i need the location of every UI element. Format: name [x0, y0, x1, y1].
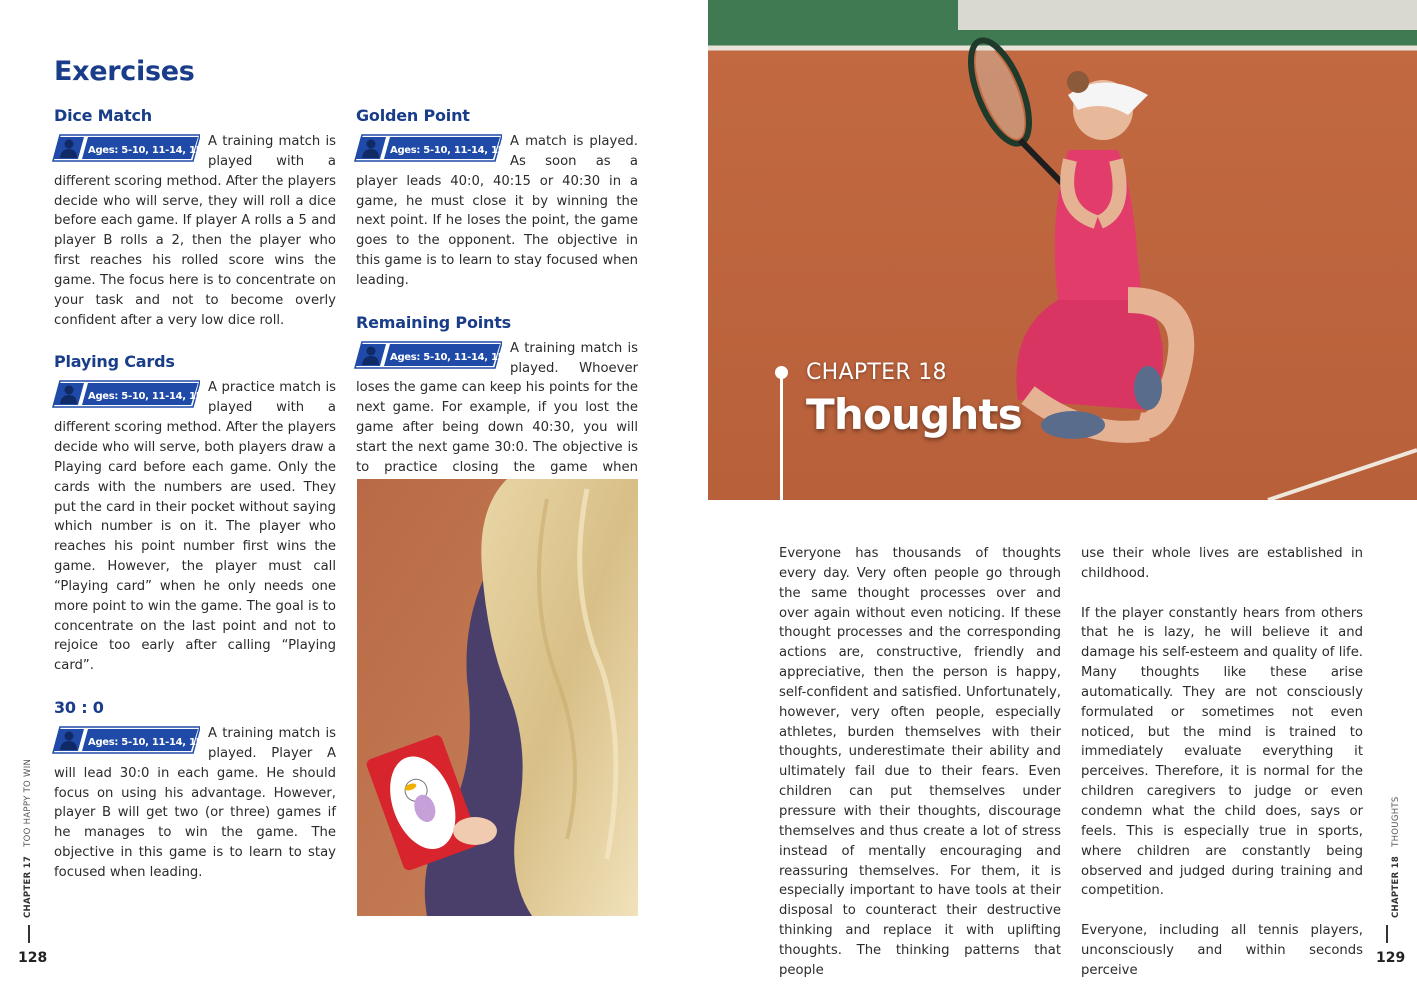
exercise-text: A training match is played. Player A will lead 30:0 in each game. He should focus on using his advantage. However, player B will get two (or three) games if he manages to win the game. The objective in this game is to learn to stay focused when leading. — [54, 726, 336, 880]
age-badge-label: Ages: 5-10, 11-14, 15-18 — [390, 145, 522, 156]
exercise-text: A training match is played. Whoever loses the game can keep his points for the next game. For example, if you lost the game after being down 40:30, you will start the next game 30:0. The objective is to practice closing the game when — [356, 340, 638, 475]
exercise-title: Remaining Points — [356, 312, 511, 332]
spine-rule — [28, 925, 30, 943]
chapter-marker-line — [780, 372, 783, 500]
age-badge-label: Ages: 5-10, 11-14, 15-18 — [88, 737, 220, 749]
exercise-30-0 — [54, 698, 336, 883]
age-badge — [50, 380, 220, 408]
body-paragraph: use their whole lives are established in childhood. — [1081, 546, 1363, 581]
exercise-text: A training match is played with a different scoring method. After the players decide who will serve, they will roll a dice before each game. If player A rolls a 5 and player B rolls a 2, then the player who first reaches his rolled score wins the game. The focus here is to concentrate on your task and not to become overly confident after a very low dice roll. — [54, 134, 336, 328]
photo-tennis-player — [708, 0, 1417, 500]
page-number: 128 — [18, 950, 48, 966]
exercise-column-1 — [54, 106, 336, 905]
spine-rule — [1386, 925, 1388, 943]
spine-text: CHAPTER 17 TOO HAPPY TO WIN — [23, 758, 33, 918]
photo-girl-with-card — [357, 479, 638, 916]
age-badge — [352, 134, 522, 162]
age-badge-label: Ages: 5-10, 11-14, 15-18 — [390, 351, 522, 363]
body-column-2 — [1081, 544, 1363, 1000]
exercise-dice-match — [54, 106, 336, 330]
chapter-title: Thoughts — [806, 390, 1022, 439]
exercise-remaining-points — [356, 313, 638, 498]
exercise-text: A match is played. As soon as a player leads 40:0, 40:15 or 40:30 in a game, he must close it by winning the next point. If he loses the point, the game goes to the opponent. The objective in this game is to learn to stay focused when leading. — [356, 134, 638, 288]
body-paragraph: Everyone has thousands of thoughts every day. Very often people go through the same thought processes over and over again without even noticing. If these thought processes and the corresponding actions are, constructive, friendly and appreciative, then the person is happy, self-confident and satisfied. Unfortunately, however, very often people, especially athletes, burden themselves with their thoughts, underestimate their ability and ultimately fail due to their fears. Even children can put themselves under pressure with their thoughts, discourage themselves and thus create a lot of stress instead of mentally encouraging and reassuring themselves. For them, it is especially important to have tools at their disposal to counteract their destructive thinking and replace it with uplifting thoughts. The thinking patterns that people — [779, 546, 1061, 978]
exercise-column-2 — [356, 106, 638, 520]
body-column-1 — [779, 544, 1061, 1000]
page-heading: Exercises — [54, 56, 195, 87]
age-badge — [50, 134, 220, 162]
right-page — [708, 0, 1417, 1000]
age-badge — [50, 726, 220, 754]
exercise-title: 30 : 0 — [54, 698, 104, 718]
exercise-golden-point — [356, 106, 638, 291]
left-page — [0, 0, 708, 1000]
exercise-title: Golden Point — [356, 106, 470, 125]
age-badge — [352, 341, 522, 369]
exercise-playing-cards — [54, 352, 336, 676]
body-paragraph: Everyone, including all tennis players, unconsciously and within seconds perceive — [1081, 923, 1363, 978]
exercise-title: Dice Match — [54, 106, 152, 125]
age-badge-label: Ages: 5-10, 11-14, 15-18 — [88, 391, 220, 403]
chapter-label: CHAPTER 18 — [806, 360, 947, 385]
age-badge-label: Ages: 5-10, 11-14, 15-18 — [88, 145, 220, 156]
spine-text: CHAPTER 18 THOUGHTS — [1391, 796, 1401, 918]
page-number: 129 — [1376, 950, 1406, 966]
exercise-title: Playing Cards — [54, 352, 175, 372]
body-paragraph: If the player constantly hears from others that he is lazy, he will believe it and damage his self-esteem and quality of life. Many thoughts like these arise automatically. They are not consciously formulated or sometimes not even noticed, but the mind is trained to immediately evaluate everything it perceives. Therefore, it is normal for the children caregivers to judge or even condemn what the child does, says or feels. This is especially true in sports, where children are constantly being observed and judged during training and competition. — [1081, 605, 1363, 899]
exercise-text: A practice match is played with a different scoring method. After the players decide who will serve, both players draw a Playing card before each game. Only the cards with the numbers are used. They put the card in their pocket without saying which number is on it. The player who reaches his point number first wins the game. However, the player must call “Playing card” when he only needs one more point to win the game. The goal is to concentrate on the last point and not to rejoice too early after calling “Playing card”. — [54, 380, 336, 674]
